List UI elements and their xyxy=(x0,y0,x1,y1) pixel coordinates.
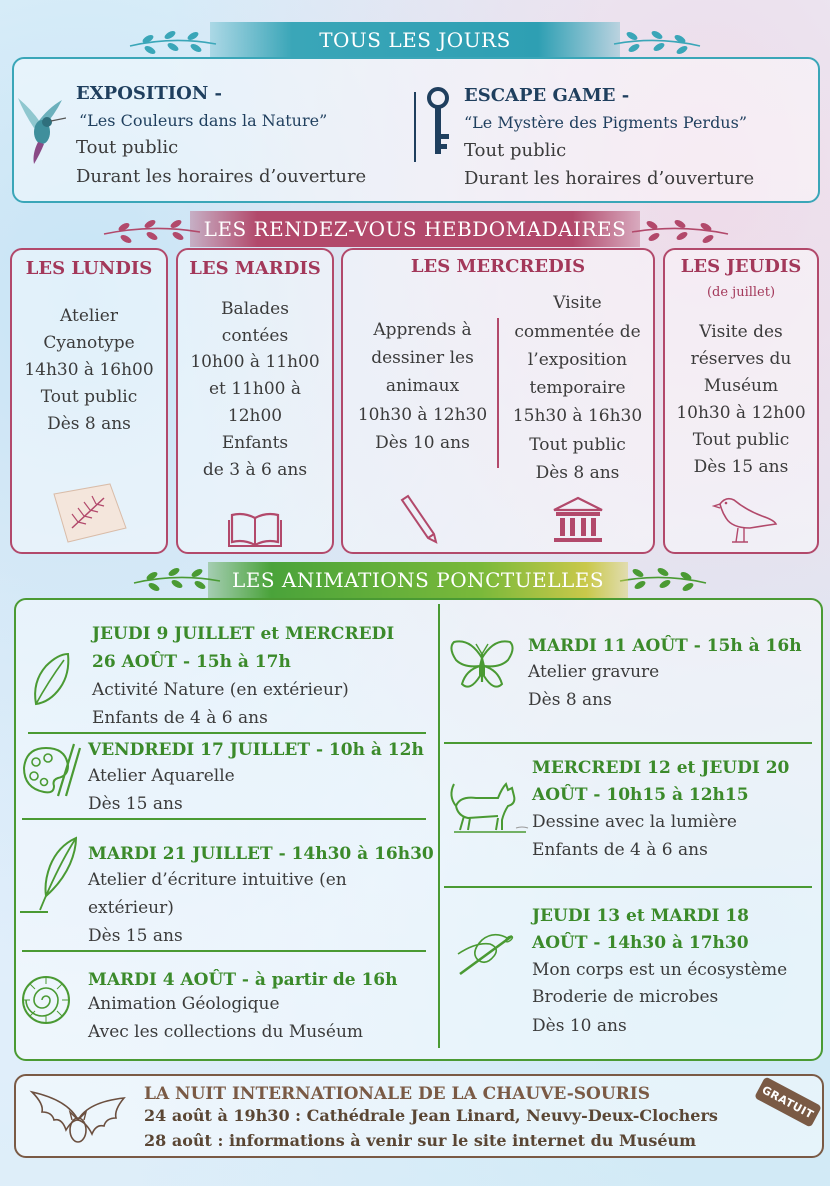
jeudis-line: Tout public xyxy=(692,430,790,450)
mardis-line: 10h00 à 11h00 xyxy=(190,352,320,372)
jeudis-line: Visite des xyxy=(699,322,783,342)
event-date: JEUDI 9 JUILLET et MERCREDI xyxy=(92,624,395,644)
event-title: Animation Géologique xyxy=(88,994,280,1014)
row-separator xyxy=(22,950,426,952)
museum-icon xyxy=(552,496,604,544)
mercredis-left-line: Dès 10 ans xyxy=(375,433,470,453)
event-title: Broderie de microbes xyxy=(532,987,719,1007)
section-banner-events xyxy=(208,562,628,598)
event-title: Atelier d’écriture intuitive (en xyxy=(88,870,347,890)
lundis-title: LES LUNDIS xyxy=(25,258,153,279)
event-audience: Enfants de 4 à 6 ans xyxy=(532,840,708,860)
section-title: LES ANIMATIONS PONCTUELLES xyxy=(231,568,605,592)
mardis-line: Enfants xyxy=(221,433,289,453)
row-separator xyxy=(444,742,812,744)
key-icon xyxy=(424,86,452,158)
expo-subtitle: “Les Couleurs dans la Nature” xyxy=(79,111,328,130)
section-title: TOUS LES JOURS xyxy=(319,28,511,52)
event-audience: Dès 10 ans xyxy=(532,1016,627,1036)
jeudis-title: LES JEUDIS xyxy=(680,256,802,277)
ammonite-icon xyxy=(20,974,72,1026)
mercredis-right-line: temporaire xyxy=(529,378,626,398)
mardis-line: de 3 à 6 ans xyxy=(202,460,308,480)
mardis-card xyxy=(176,248,334,554)
event-title: Mon corps est un écosystème xyxy=(532,960,788,980)
mercredis-left-line: animaux xyxy=(385,376,460,396)
lundis-line: 14h30 à 16h00 xyxy=(24,360,154,380)
hummingbird-icon xyxy=(14,88,66,166)
mercredis-divider xyxy=(497,318,499,468)
bat-night-line: 24 août à 19h30 : Cathédrale Jean Linard, Neuvy-Deux-Clochers xyxy=(144,1106,718,1125)
free-badge-label: GRATUIT xyxy=(759,1082,817,1122)
quill-icon xyxy=(18,836,80,916)
jeudis-line: 10h30 à 12h00 xyxy=(676,403,806,423)
bird-icon xyxy=(712,490,778,546)
jeudis-line: Dès 15 ans xyxy=(693,457,789,477)
daily-divider xyxy=(414,92,416,162)
expo-label: EXPOSITION - xyxy=(76,83,223,104)
lundis-line: Atelier xyxy=(60,306,118,326)
event-date: MARDI 11 AOÛT - 15h à 16h xyxy=(528,636,802,656)
cat-icon xyxy=(446,776,530,834)
bat-night-line: 28 août : informations à venir sur le site internet du Muséum xyxy=(144,1131,697,1150)
escape-hours: Durant les horaires d’ouverture xyxy=(464,168,755,189)
section-title: LES RENDEZ-VOUS HEBDOMADAIRES xyxy=(203,217,627,241)
mercredis-right-line: commentée de xyxy=(514,322,641,342)
section-banner-weekly xyxy=(190,211,640,247)
mercredis-title: LES MERCREDIS xyxy=(410,256,586,277)
lundis-line: Cyanotype xyxy=(43,333,135,353)
mercredis-left-line: 10h30 à 12h30 xyxy=(357,405,488,425)
event-date: JEUDI 13 et MARDI 18 xyxy=(532,906,750,926)
section-banner-daily xyxy=(210,22,620,58)
lundis-line: Tout public xyxy=(40,387,138,407)
event-audience: Enfants de 4 à 6 ans xyxy=(92,708,268,728)
event-audience: Dès 15 ans xyxy=(88,926,183,946)
event-date: MERCREDI 12 et JEUDI 20 xyxy=(532,758,790,778)
vine-decoration-right xyxy=(612,28,702,58)
leaf-icon xyxy=(30,652,72,708)
event-title: Dessine avec la lumière xyxy=(532,812,737,832)
jeudis-line: Muséum xyxy=(703,376,779,396)
expo-hours: Durant les horaires d’ouverture xyxy=(76,166,367,187)
mercredis-right-line: Dès 8 ans xyxy=(535,463,620,483)
row-separator xyxy=(28,732,426,734)
bat-night-title: LA NUIT INTERNATIONALE DE LA CHAUVE-SOURIS xyxy=(144,1084,651,1104)
butterfly-icon xyxy=(448,636,516,694)
lundis-line: Dès 8 ans xyxy=(47,414,131,434)
vine-decoration-left xyxy=(102,218,202,248)
events-divider xyxy=(438,604,440,1048)
jeudis-note: (de juillet) xyxy=(706,285,776,300)
event-audience: Dès 15 ans xyxy=(88,794,183,814)
bat-icon xyxy=(28,1090,128,1146)
mardis-line: Balades xyxy=(221,299,289,319)
mardis-line: 12h00 xyxy=(227,406,283,426)
needle-icon xyxy=(454,930,518,978)
vine-decoration-right xyxy=(618,565,708,595)
event-title: Activité Nature (en extérieur) xyxy=(92,680,349,700)
escape-subtitle: “Le Mystère des Pigments Perdus” xyxy=(464,113,747,132)
vine-decoration-left xyxy=(128,28,218,58)
event-date: VENDREDI 17 JUILLET - 10h à 12h xyxy=(88,740,424,760)
leaf-paper-icon xyxy=(50,482,130,546)
row-separator xyxy=(444,886,812,888)
event-title: extérieur) xyxy=(88,898,174,918)
mercredis-right-line: 15h30 à 16h30 xyxy=(512,406,643,426)
vine-decoration-right xyxy=(630,218,730,248)
mercredis-left-line: dessiner les xyxy=(371,348,474,368)
mardis-title: LES MARDIS xyxy=(189,258,321,279)
row-separator xyxy=(22,818,426,820)
book-icon xyxy=(228,512,282,548)
event-title: Atelier gravure xyxy=(528,662,660,682)
event-date: 26 AOÛT - 15h à 17h xyxy=(92,652,291,672)
mercredis-right-line: Visite xyxy=(553,293,602,313)
event-date: MARDI 4 AOÛT - à partir de 16h xyxy=(88,970,398,990)
event-audience: Dès 8 ans xyxy=(528,690,612,710)
palette-icon xyxy=(20,738,84,800)
event-title: Atelier Aquarelle xyxy=(88,766,235,786)
event-audience: Avec les collections du Muséum xyxy=(88,1022,364,1042)
expo-audience: Tout public xyxy=(76,137,179,158)
event-date: MARDI 21 JUILLET - 14h30 à 16h30 xyxy=(88,844,434,864)
mardis-line: et 11h00 à xyxy=(208,379,302,399)
mercredis-right-line: Tout public xyxy=(529,435,626,455)
escape-audience: Tout public xyxy=(464,140,567,161)
mercredis-left-line: Apprends à xyxy=(373,320,472,340)
pencil-icon xyxy=(398,494,438,544)
mardis-line: contées xyxy=(221,326,289,346)
event-date: AOÛT - 10h15 à 12h15 xyxy=(532,785,749,805)
escape-label: ESCAPE GAME - xyxy=(464,85,630,106)
jeudis-line: réserves du xyxy=(690,349,792,369)
mercredis-right-line: l’exposition xyxy=(527,350,628,370)
event-date: AOÛT - 14h30 à 17h30 xyxy=(532,933,749,953)
